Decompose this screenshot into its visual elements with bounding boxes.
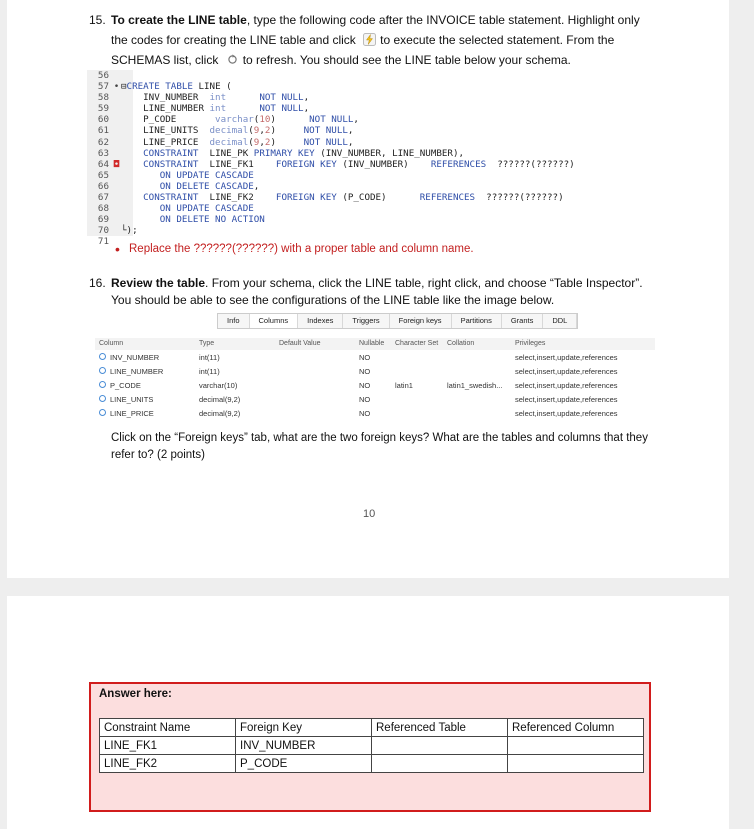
answer-header-cell: Constraint Name — [100, 719, 236, 737]
answer-header-cell: Foreign Key — [236, 719, 372, 737]
sql-code-editor — [87, 70, 657, 248]
code-line — [87, 70, 657, 81]
inspector-cell: int(11) — [199, 367, 220, 376]
line-number: 56 — [97, 70, 109, 81]
inspector-column-header: Nullable — [359, 340, 385, 347]
line-number: 58 — [97, 92, 109, 104]
line-number: 60 — [97, 114, 109, 126]
inspector-cell: NO — [359, 367, 371, 376]
question-15-text-3: to refresh. You should see the LINE table below your schema. — [242, 53, 571, 67]
inspector-cell: LINE_UNITS — [99, 393, 153, 406]
line-number: 61 — [97, 125, 109, 137]
answer-cell[interactable]: LINE_FK1 — [100, 737, 236, 755]
line-number: 64 — [97, 158, 109, 170]
inspector-tabs — [217, 313, 578, 329]
question-15-text-1: , type the following code after the INVOICE table statement. Highlight only the codes for creating the LINE table and click — [111, 13, 640, 47]
line-number: 71 — [97, 236, 109, 248]
column-icon — [99, 409, 106, 416]
code-text: LINE_UNITS decimal(9,2) NOT NULL, — [121, 125, 354, 137]
inspector-tab[interactable]: Partitions — [452, 314, 502, 328]
inspector-cell: select,insert,update,references — [515, 409, 618, 418]
inspector-cell: NO — [359, 353, 371, 362]
line-number: 65 — [97, 169, 109, 181]
line-number: 70 — [97, 225, 109, 237]
code-text: CONSTRAINT LINE_FK1 FOREIGN KEY (INV_NUMBER) REFERENCES ??????(??????) — [143, 158, 575, 170]
answer-header-cell: Referenced Table — [372, 719, 508, 737]
answer-cell[interactable] — [372, 737, 508, 755]
inspector-column-header: Type — [199, 340, 215, 347]
code-line — [87, 159, 657, 170]
code-line — [87, 214, 657, 225]
code-line — [87, 181, 657, 192]
question-16-lead: Review the table — [111, 276, 206, 290]
inspector-row[interactable] — [95, 393, 655, 406]
question-15-number: 15. — [89, 13, 106, 27]
inspector-column-header: Character Set — [395, 340, 439, 347]
code-line — [87, 92, 657, 103]
inspector-cell: select,insert,update,references — [515, 381, 618, 390]
line-number: 69 — [97, 214, 109, 226]
line-number: 63 — [97, 147, 109, 159]
answer-cell[interactable] — [508, 737, 644, 755]
inspector-row[interactable] — [95, 351, 655, 364]
code-line — [87, 137, 657, 148]
inspector-tab[interactable]: Foreign keys — [390, 314, 452, 328]
code-text: INV_NUMBER int NOT NULL, — [121, 92, 310, 104]
code-line — [87, 192, 657, 203]
code-line — [87, 225, 657, 236]
replace-note-text: Replace the ??????(??????) with a proper table and column name. — [129, 243, 474, 255]
document-page-2 — [7, 596, 729, 829]
answer-cell[interactable]: P_CODE — [236, 755, 372, 773]
inspector-cell: LINE_PRICE — [99, 407, 154, 420]
question-15-text-2: to execute the selected statement. From the SCHEMAS list, click — [111, 33, 615, 67]
question-16-text: . From your schema, click the LINE table, right click, and choose “Table Inspector”. You should be able to see the configurations of the LINE table like the image below. — [111, 276, 643, 307]
execute-lightning-icon — [363, 32, 376, 45]
bullet-icon: • — [115, 241, 120, 257]
inspector-tab[interactable]: DDL — [543, 314, 577, 328]
code-text: CONSTRAINT LINE_FK2 FOREIGN KEY (P_CODE) REFERENCES ??????(??????) — [143, 192, 564, 204]
code-text: LINE_NUMBER int NOT NULL, — [121, 103, 310, 115]
code-line — [87, 148, 657, 159]
refresh-icon — [226, 52, 239, 65]
question-16-number: 16. — [89, 276, 106, 290]
statement-marker-icon: • — [113, 81, 120, 93]
inspector-cell: LINE_NUMBER — [99, 365, 163, 378]
answer-cell[interactable]: INV_NUMBER — [236, 737, 372, 755]
question-16-prompt: Click on the “Foreign keys” tab, what are the two foreign keys? What are the tables and columns that they refer to? (2 points) — [111, 432, 648, 461]
column-icon — [99, 395, 106, 402]
document-page-1 — [7, 0, 729, 578]
answer-cell[interactable] — [372, 755, 508, 773]
inspector-cell: NO — [359, 381, 371, 390]
code-line — [87, 103, 657, 114]
code-line — [87, 203, 657, 214]
answer-cell[interactable] — [508, 755, 644, 773]
line-number: 68 — [97, 203, 109, 215]
column-icon — [99, 381, 106, 388]
question-15 — [89, 10, 649, 70]
inspector-tab[interactable]: Info — [218, 314, 250, 328]
line-number: 67 — [97, 192, 109, 204]
inspector-cell: latin1 — [395, 381, 413, 390]
inspector-tab[interactable]: Indexes — [298, 314, 343, 328]
code-text: CONSTRAINT LINE_PK PRIMARY KEY (INV_NUMBER, LINE_NUMBER), — [143, 147, 465, 159]
line-number: 62 — [97, 136, 109, 148]
inspector-cell: select,insert,update,references — [515, 353, 618, 362]
inspector-column-header: Default Value — [279, 340, 321, 347]
inspector-grid-header — [95, 338, 655, 350]
code-text: LINE_PRICE decimal(9,2) NOT NULL, — [121, 136, 354, 148]
inspector-cell: decimal(9,2) — [199, 395, 241, 404]
line-number: 66 — [97, 180, 109, 192]
code-line — [87, 125, 657, 136]
answer-cell[interactable]: LINE_FK2 — [100, 755, 236, 773]
question-16 — [89, 275, 659, 309]
code-text: ON DELETE CASCADE, — [159, 180, 260, 192]
answer-table — [99, 718, 644, 773]
inspector-cell: P_CODE — [99, 379, 141, 392]
answer-box — [89, 682, 651, 812]
code-line — [87, 81, 657, 92]
inspector-cell: int(11) — [199, 353, 220, 362]
line-number: 59 — [97, 103, 109, 115]
code-text: ON UPDATE CASCADE — [159, 169, 254, 181]
inspector-cell: latin1_swedish... — [447, 381, 503, 390]
answer-header-row — [100, 719, 644, 737]
inspector-cell: INV_NUMBER — [99, 351, 159, 364]
code-text: P_CODE varchar(10) NOT NULL, — [121, 114, 359, 126]
inspector-row[interactable] — [95, 379, 655, 392]
column-icon — [99, 367, 106, 374]
inspector-cell: decimal(9,2) — [199, 409, 241, 418]
inspector-row[interactable] — [95, 407, 655, 420]
error-marker-icon: ◘ — [113, 158, 120, 170]
code-text: ON DELETE NO ACTION — [159, 214, 265, 226]
answer-row — [100, 737, 644, 755]
code-text: └); — [121, 225, 138, 237]
line-number: 57 — [97, 81, 109, 93]
answer-row — [100, 755, 644, 773]
question-15-lead: To create the LINE table — [111, 13, 247, 27]
answer-title: Answer here: — [99, 688, 172, 700]
inspector-tab[interactable]: Triggers — [343, 314, 389, 328]
column-icon — [99, 353, 106, 360]
inspector-cell: select,insert,update,references — [515, 367, 618, 376]
table-inspector-screenshot — [95, 313, 655, 423]
page-number: 10 — [363, 508, 376, 520]
answer-header-cell: Referenced Column — [508, 719, 644, 737]
inspector-tab[interactable]: Grants — [502, 314, 544, 328]
code-line — [87, 114, 657, 125]
code-line — [87, 170, 657, 181]
inspector-column-header: Column — [99, 340, 124, 347]
inspector-tab[interactable]: Columns — [250, 314, 299, 328]
inspector-cell: NO — [359, 395, 371, 404]
inspector-row[interactable] — [95, 365, 655, 378]
replace-note — [115, 241, 474, 257]
inspector-cell: varchar(10) — [199, 381, 238, 390]
inspector-column-header: Collation — [447, 340, 475, 347]
code-text: ⊟CREATE TABLE LINE ( — [121, 81, 232, 93]
inspector-cell: select,insert,update,references — [515, 395, 618, 404]
inspector-cell: NO — [359, 409, 371, 418]
inspector-column-header: Privileges — [515, 340, 546, 347]
code-text: ON UPDATE CASCADE — [159, 203, 254, 215]
